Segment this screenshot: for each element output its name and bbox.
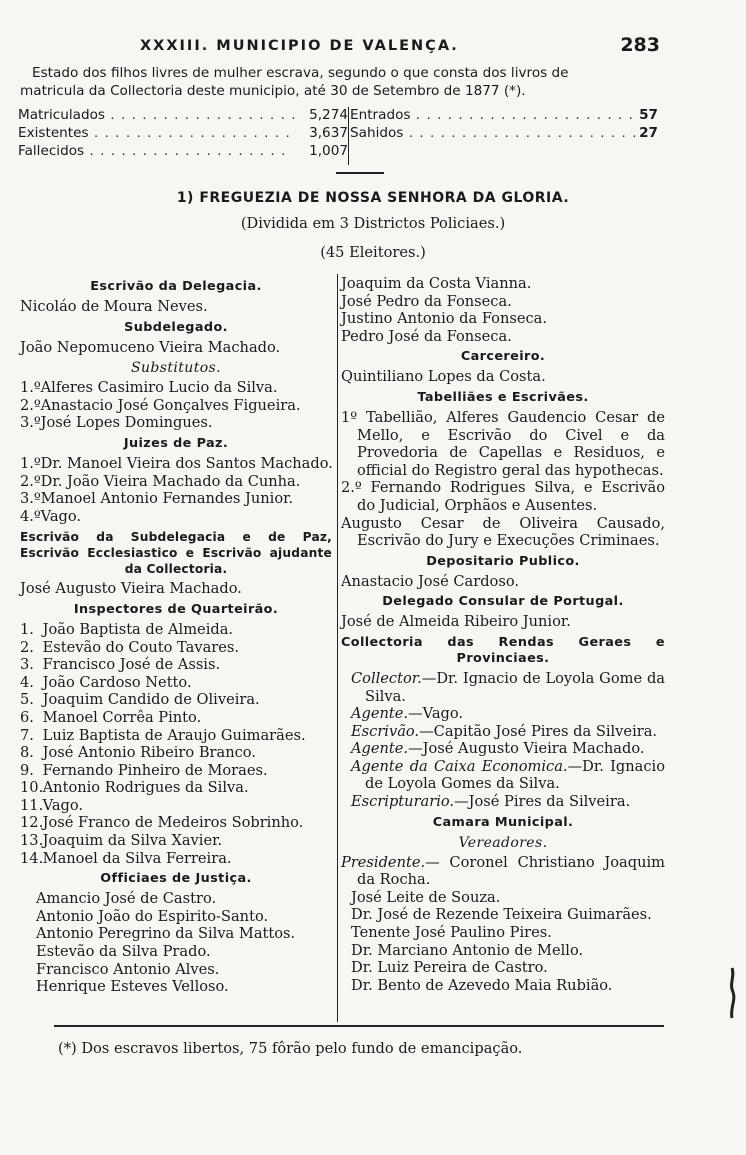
list-item <box>20 779 332 797</box>
list-item <box>341 758 665 793</box>
list-item: Tenente José Paulino Pires. <box>351 924 552 942</box>
item-name: Antonio Rodrigues da Silva. <box>38 779 249 797</box>
section-heading: Tabelliães e Escrivães. <box>417 389 589 405</box>
margin-ink-mark <box>728 966 736 1020</box>
item-number: 8. <box>20 744 34 762</box>
role-label: Collector. <box>351 669 422 687</box>
item-name: Estevão do Couto Tavares. <box>38 638 240 656</box>
section-rule <box>336 172 384 174</box>
item-name: Fernando Pinheiro de Moraes. <box>38 761 268 779</box>
section-heading: Delegado Consular de Portugal. <box>382 594 624 610</box>
list-item: Antonio João do Espirito-Santo. <box>36 907 269 925</box>
intro-paragraph <box>20 64 660 100</box>
list-item <box>20 797 332 815</box>
camara-list <box>341 889 665 995</box>
list-item: 3.º José Lopes Domingues. <box>20 414 213 432</box>
page-header <box>140 34 660 58</box>
role-label: Escrivão. <box>351 722 420 740</box>
stats-value: 57 <box>639 107 658 123</box>
list-item <box>20 709 332 727</box>
list-item <box>341 670 665 705</box>
item-number: 7. <box>20 726 34 744</box>
section-heading: Subdelegado. <box>124 319 228 335</box>
section-subheading: Substitutos. <box>131 360 221 377</box>
item-name: João Cardoso Netto. <box>38 673 192 691</box>
list-item: Francisco Antonio Alves. <box>36 960 220 978</box>
role-holder: —Dr. Ignacio de Loyola Gomes da Silva. <box>365 757 665 793</box>
section-heading: Officiaes de Justiça. <box>100 871 252 887</box>
person-name: Joaquim da Costa Vianna. <box>341 275 532 292</box>
list-item <box>20 691 332 709</box>
list-item: Presidente.— Coronel Christiano Joaquim da Rocha. <box>341 853 665 889</box>
list-item: Dr. Luiz Pereira de Castro. <box>351 959 548 977</box>
section-heading: Escrivão da Subdelegacia e de Paz, Escrivão Ecclesiastico e Escrivão ajudante da Collectoria. <box>20 530 332 577</box>
item-name: Manoel da Silva Ferreira. <box>38 849 232 867</box>
role-label: Agente da Caixa Economica. <box>351 757 568 775</box>
freguezia-title: 1) FREGUEZIA DE NOSSA SENHORA DA GLORIA. <box>176 190 570 206</box>
list-item: 1.º Alferes Casimiro Lucio da Silva. <box>20 379 278 397</box>
item-name: Joaquim da Silva Xavier. <box>38 832 223 850</box>
stats-value: 3,637 <box>309 125 348 141</box>
page-number: 283 <box>620 34 660 56</box>
item-number: 6. <box>20 708 34 726</box>
stats-label: Sahidos . . . . . . . . . . . . . . . . . . . . . . <box>350 125 638 141</box>
item-name: João Baptista de Almeida. <box>38 620 234 638</box>
person-name: Anastacio José Cardoso. <box>341 572 519 590</box>
section-subheading: Vereadores. <box>458 834 548 851</box>
list-item <box>341 723 665 741</box>
item-number: 1. <box>20 620 34 638</box>
person-name: Nicoláo de Moura Neves. <box>20 298 208 315</box>
stats-row <box>18 143 658 161</box>
list-item <box>20 727 332 745</box>
role-label: Agente. <box>351 740 409 758</box>
running-title: XXXIII. MUNICIPIO DE VALENÇA. <box>140 38 459 54</box>
item-name: Manoel Corrêa Pinto. <box>38 708 202 726</box>
list-item: Augusto Cesar de Oliveira Causado, Escrivão do Jury e Execuções Criminaes. <box>341 514 665 550</box>
stats-table <box>18 107 658 165</box>
list-item <box>341 793 665 811</box>
freguezia-subtitle: (Dividida em 3 Districtos Policiaes.) <box>240 215 506 232</box>
list-item <box>20 674 332 692</box>
section-heading: Depositario Publico. <box>426 553 580 569</box>
role-holder: —Capitão José Pires da Silveira. <box>419 722 658 740</box>
list-item <box>341 740 665 758</box>
right-column <box>341 275 665 994</box>
intro-line: Estado dos filhos livres de mulher escrava, segundo o que consta dos livros de <box>32 65 569 81</box>
collectoria-list <box>341 670 665 811</box>
list-item <box>20 762 332 780</box>
stats-row <box>18 125 658 143</box>
item-number: 12. <box>20 814 44 832</box>
person-name: José Pedro da Fonseca. <box>341 292 512 310</box>
list-item <box>20 814 332 832</box>
list-item <box>20 832 332 850</box>
item-number: 13. <box>20 832 44 850</box>
intro-line: matricula da Collectoria deste municipio, até 30 de Setembro de 1877 (*). <box>20 83 526 99</box>
item-name: Luiz Baptista de Araujo Guimarães. <box>38 726 306 744</box>
item-number: 10. <box>20 779 44 797</box>
stats-label: Matriculados . . . . . . . . . . . . . . . . . . <box>18 107 297 123</box>
list-item <box>341 705 665 723</box>
item-number: 5. <box>20 691 34 709</box>
list-item: 2.º Dr. João Vieira Machado da Cunha. <box>20 472 301 490</box>
left-column <box>20 275 332 996</box>
role-holder: —Dr. Ignacio de Loyola Gome da Silva. <box>365 669 665 705</box>
role-holder: —José Pires da Silveira. <box>454 793 631 811</box>
list-item <box>20 621 332 639</box>
freguezia-eleitores: (45 Eleitores.) <box>320 244 426 261</box>
item-number: 11. <box>20 796 44 814</box>
item-number: 9. <box>20 761 34 779</box>
stats-value: 5,274 <box>309 107 348 123</box>
list-item: 1.º Dr. Manoel Vieira dos Santos Machado. <box>20 454 333 472</box>
list-item <box>20 639 332 657</box>
section-heading: Carcereiro. <box>460 349 546 365</box>
item-name: Joaquim Candido de Oliveira. <box>38 691 260 709</box>
role-label: Escripturario. <box>351 793 455 811</box>
person-name: José Augusto Vieira Machado. <box>20 580 242 598</box>
list-item <box>20 656 332 674</box>
list-item: 4.º Vago. <box>20 507 82 525</box>
item-name: Vago. <box>38 796 84 814</box>
person-name: Quintiliano Lopes da Costa. <box>341 368 546 386</box>
list-item: Dr. Bento de Azevedo Maia Rubião. <box>351 976 613 994</box>
role-label: Agente. <box>351 705 409 723</box>
column-divider <box>337 274 338 1022</box>
list-item <box>20 850 332 868</box>
inspectores-list <box>20 621 332 867</box>
section-heading: Escrivão da Delegacia. <box>90 279 262 294</box>
list-item: Estevão da Silva Prado. <box>36 943 211 961</box>
role-holder: —Vago. <box>408 705 464 723</box>
section-heading: Camara Municipal. <box>432 814 574 830</box>
person-name: João Nepomuceno Vieira Machado. <box>20 338 281 356</box>
list-item <box>20 744 332 762</box>
item-number: 14. <box>20 849 44 867</box>
stats-label: Fallecidos . . . . . . . . . . . . . . . . . . . <box>18 143 287 159</box>
officiaes-list <box>20 890 332 996</box>
item-name: José Antonio Ribeiro Branco. <box>38 744 256 762</box>
list-item: Amancio José de Castro. <box>36 890 217 908</box>
list-item: José Leite de Souza. <box>351 888 501 906</box>
list-item: 1º Tabellião, Alferes Gaudencio Cesar de Mello, e Escrivão do Civel e da Provedoria de Capellas e Residuos, e official do Registro geral das hypothecas. <box>341 408 665 479</box>
person-name: José de Almeida Ribeiro Junior. <box>341 613 571 631</box>
list-item: Antonio Peregrino da Silva Mattos. <box>36 925 296 943</box>
role-holder: —José Augusto Vieira Machado. <box>408 740 645 758</box>
stats-label: Existentes . . . . . . . . . . . . . . . . . . . <box>18 125 291 141</box>
list-item: Dr. Marciano Antonio de Mello. <box>351 941 584 959</box>
list-item: 2.º Fernando Rodrigues Silva, e Escrivão do Judicial, Orphãos e Ausentes. <box>341 479 665 514</box>
stats-value: 27 <box>639 125 658 141</box>
person-name: Justino Antonio da Fonseca. <box>341 310 548 328</box>
stats-row <box>18 107 658 125</box>
item-name: Francisco José de Assis. <box>38 656 221 674</box>
section-heading: Juizes de Paz. <box>123 435 229 451</box>
footnote: (*) Dos escravos libertos, 75 fôrão pelo fundo de emancipação. <box>58 1040 523 1057</box>
item-number: 3. <box>20 656 34 674</box>
list-item: Dr. José de Rezende Teixeira Guimarães. <box>351 906 652 924</box>
item-name: José Franco de Medeiros Sobrinho. <box>38 814 304 832</box>
bottom-rule <box>54 1025 664 1027</box>
item-number: 4. <box>20 673 34 691</box>
section-heading: Inspectores de Quarteirão. <box>73 601 279 617</box>
list-item: 3.º Manoel Antonio Fernandes Junior. <box>20 490 294 508</box>
stats-label: Entrados . . . . . . . . . . . . . . . . . . . . . <box>350 107 634 123</box>
stats-value: 1,007 <box>309 143 348 159</box>
list-item: 2.º Anastacio José Gonçalves Figueira. <box>20 396 301 414</box>
person-name: Pedro José da Fonseca. <box>341 327 512 345</box>
section-heading: Collectoria das Rendas Geraes e Provinciaes. <box>341 634 665 666</box>
list-item: Henrique Esteves Velloso. <box>36 978 229 996</box>
item-number: 2. <box>20 638 34 656</box>
